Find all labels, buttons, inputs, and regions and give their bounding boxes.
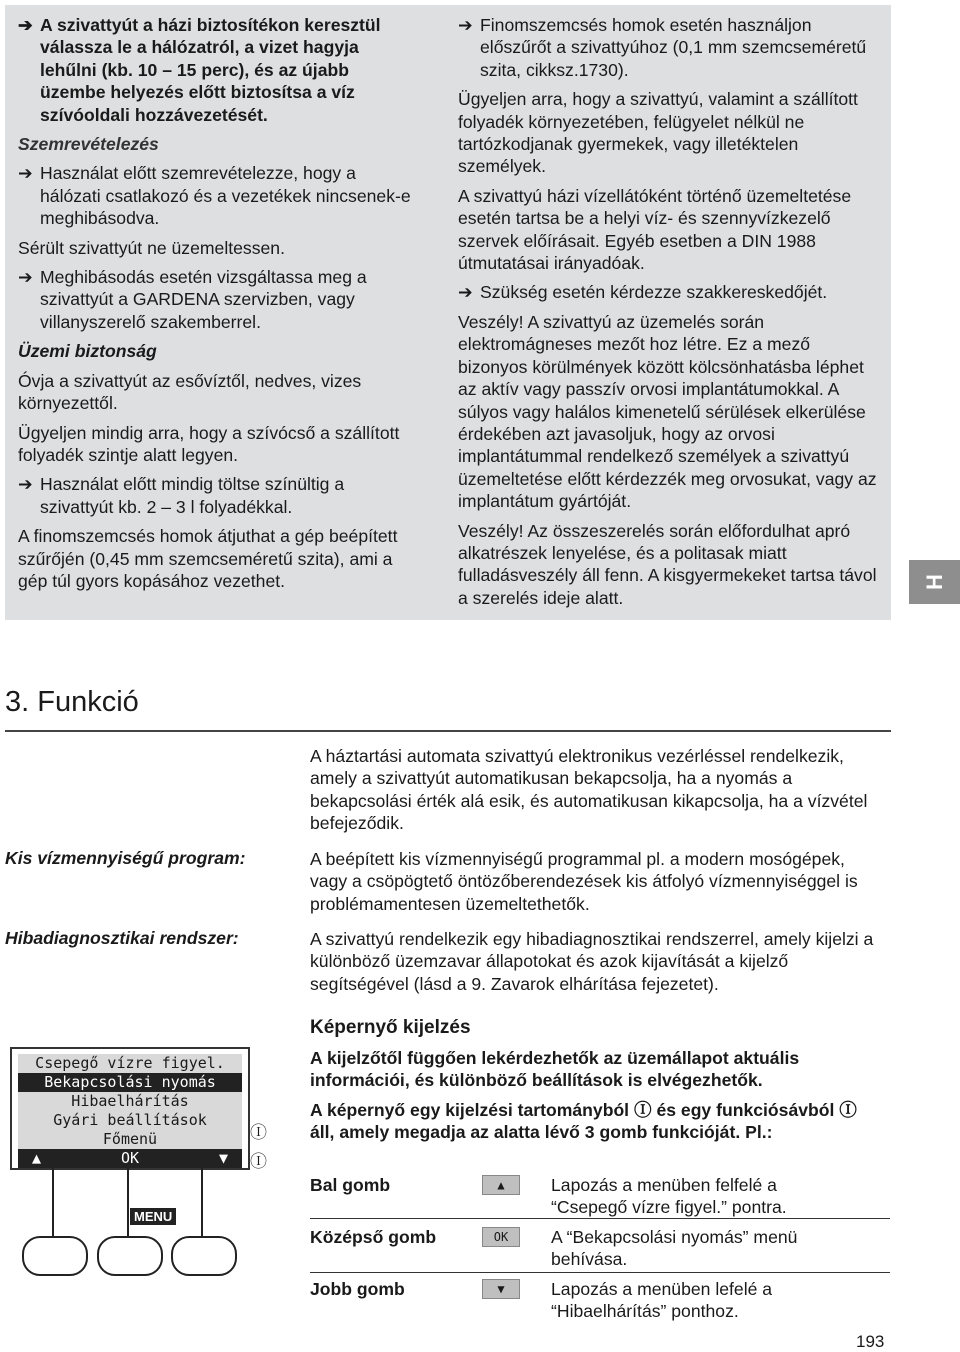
marker-one: Ⓘ (250, 1123, 267, 1142)
language-tab (909, 560, 960, 604)
diagnostic-label: Hibadiagnosztikai rendszer: (5, 928, 239, 948)
lcd-line: Gyári beállítások (53, 1111, 207, 1129)
display-illustration (10, 1047, 250, 1170)
arrow-paragraph (18, 266, 413, 333)
arrow-icon: ➔ (18, 474, 33, 495)
paragraph-text: Finomszemcsés homok esetén használjon előszűrőt a szivattyúhoz (0,1 mm szemcseméretű szita, cikksz.1730). (480, 15, 867, 80)
right-column (458, 14, 878, 616)
row-name-left: Bal gomb (310, 1175, 391, 1195)
row-name-middle: Középső gomb (310, 1227, 437, 1247)
language-tab-label: H (921, 574, 947, 590)
arrow-paragraph (18, 14, 413, 126)
diagnostic-text: A szivattyú rendelkezik egy hibadiagnosztikai rendszerrel, amely kijelzi a különböző üzemzavar állapotokat és azok kijavítását a kijelző segítségével (lásd a 9. Zavarok elhárítása fejezetet). (310, 929, 874, 994)
arrow-paragraph (458, 14, 878, 81)
ok-label: OK (120, 1149, 140, 1167)
row-desc-middle: A “Bekapcsolási nyomás” menü behívása. (551, 1227, 798, 1270)
arrow-paragraph (458, 281, 878, 303)
arrow-icon: ➔ (18, 163, 33, 184)
paragraph: A finomszemcsés homok átjuthat a gép beépített szűrőjén (0,45 mm szemcseméretű szita), ami a gép túl gyors kopásához vezethet. (18, 526, 398, 591)
down-arrow-button-icon: ▼ (482, 1279, 520, 1299)
arrow-icon: ➔ (458, 282, 473, 303)
lcd-line: Főmenü (102, 1130, 158, 1148)
subheading-safety: Üzemi biztonság (18, 341, 157, 362)
lcd-line: Hibaelhárítás (71, 1092, 189, 1110)
right-button[interactable] (171, 1236, 237, 1276)
middle-button[interactable] (97, 1236, 163, 1276)
screen-heading: Képernyő kijelzés (310, 1017, 471, 1038)
left-button[interactable] (22, 1236, 88, 1276)
marker-two: Ⓘ (250, 1152, 267, 1171)
screen-bold-1: A kijelzőtől függően lekérdezhetők az üzemállapot aktuális információi, és különböző beállítások is elvégezhetők. (310, 1048, 800, 1091)
arrow-icon: ➔ (18, 267, 33, 288)
menu-label: MENU (130, 1208, 176, 1225)
arrow-paragraph (18, 162, 413, 229)
table-divider (310, 1218, 890, 1219)
paragraph: Ügyeljen arra, hogy a szivattyú, valamint a szállított folyadék környezetében, felügyelet nélkül ne tartózkodjanak gyermekek, vagy illetéktelen személyek. (458, 89, 858, 177)
table-divider (310, 1272, 890, 1273)
lcd-line: Csepegő vízre figyel. (35, 1054, 225, 1072)
paragraph: Óvja a szivattyút az esővíztől, nedves, vizes környezettől. (18, 370, 362, 414)
down-arrow-icon: ▼ (218, 1149, 228, 1167)
row-desc-right: Lapozás a menüben lefelé a “Hibaelhárítás” ponthoz. (551, 1279, 773, 1322)
section-title: 3. Funkció (5, 686, 139, 718)
paragraph: Veszély! A szivattyú az üzemelés során elektromágneses mezőt hoz létre. Ez a mező bizonyos körülmények között kölcsönhatásba léphet az aktív vagy passzív orvosi implantátumokkal. A súlyos vagy halálos kimenetelű sérülések elkerülése érdekében azt javasoljuk, hogy az orvosi implantátummal rendelkező személyek a szivattyú üzemeltetése előtt kérdezzék meg orvosukat, vagy az implantátum gyártóját. (458, 311, 877, 512)
section-divider (5, 730, 891, 732)
row-name-right: Jobb gomb (310, 1279, 405, 1299)
paragraph: Ügyeljen mindig arra, hogy a szívócső a szállított folyadék szintje alatt legyen. (18, 422, 400, 465)
paragraph-text: Szükség esetén kérdezze szakkereskedőjét. (480, 282, 828, 303)
arrow-icon: ➔ (458, 15, 473, 35)
intro-paragraph: A háztartási automata szivattyú elektronikus vezérléssel rendelkezik, amely a szivattyút automatikusan bekapcsolja, ha a nyomás a bekapcsolási érték alá esik, és automatikusan kikapcsolja, ha a vízvétel befejeződik. (310, 746, 868, 834)
ok-button-icon: OK (482, 1227, 520, 1247)
screen-bold-2: A képernyő egy kijelzési tartományból Ⓘ és egy funkciósávból Ⓘ áll, amely megadja az alatta lévő 3 gomb funkcióját. Pl.: (310, 1100, 857, 1143)
arrow-paragraph (18, 473, 413, 518)
subheading-inspection: Szemrevételezés (18, 134, 159, 155)
paragraph-text: Használat előtt szemrevételezze, hogy a hálózati csatlakozó és a vezetékek nincsenek-e meghibásodva. (40, 163, 411, 229)
up-arrow-icon: ▲ (32, 1149, 42, 1167)
low-water-text: A beépített kis vízmennyiségű programmal pl. a modern mosógépek, vagy a csöpögtető öntözőberendezések kis átfolyó vízmennyiséggel is problémamentesen üzemeltethetők. (310, 849, 858, 914)
low-water-label: Kis vízmennyiségű program: (5, 848, 246, 868)
lcd-line-selected: Bekapcsolási nyomás (18, 1073, 242, 1092)
button-leader-lines (40, 1166, 220, 1238)
arrow-icon: ➔ (18, 15, 33, 35)
lcd-screen (18, 1054, 242, 1167)
paragraph: Veszély! Az összeszerelés során előfordulhat apró alkatrészek lenyelése, és a politasak miatt fulladásveszély áll fenn. A kisgyermekeket tartsa távol a szerelés ideje alatt. (458, 520, 877, 608)
paragraph-text: Meghibásodás esetén vizsgáltassa meg a szivattyút a GARDENA szervizben, vagy villanyszerelő szakemberrel. (40, 267, 367, 332)
left-column (18, 14, 413, 599)
paragraph: A szivattyú házi vízellátóként történő üzemeltetése esetén tartsa be a helyi víz- és szennyvízkezelő szervek előírásait. Egyéb esetben a DIN 1988 útmutatásai irányadóak. (458, 185, 852, 274)
paragraph-text: A szivattyút a házi biztosítékon keresztül válassza le a hálózatról, a vizet hagyja lehűlni (kb. 10 – 15 perc), és az újabb üzembe helyezés előtt biztosítsa a víz szívóoldali hozzávezetését. (40, 15, 381, 125)
paragraph: Sérült szivattyút ne üzemeltessen. (18, 237, 285, 258)
up-arrow-button-icon: ▲ (482, 1175, 520, 1195)
row-desc-left: Lapozás a menüben felfelé a “Csepegő vízre figyel.” pontra. (551, 1175, 787, 1218)
paragraph-text: Használat előtt mindig töltse színültig a szivattyút kb. 2 – 3 l folyadékkal. (40, 474, 345, 517)
page-number: 193 (856, 1332, 885, 1351)
